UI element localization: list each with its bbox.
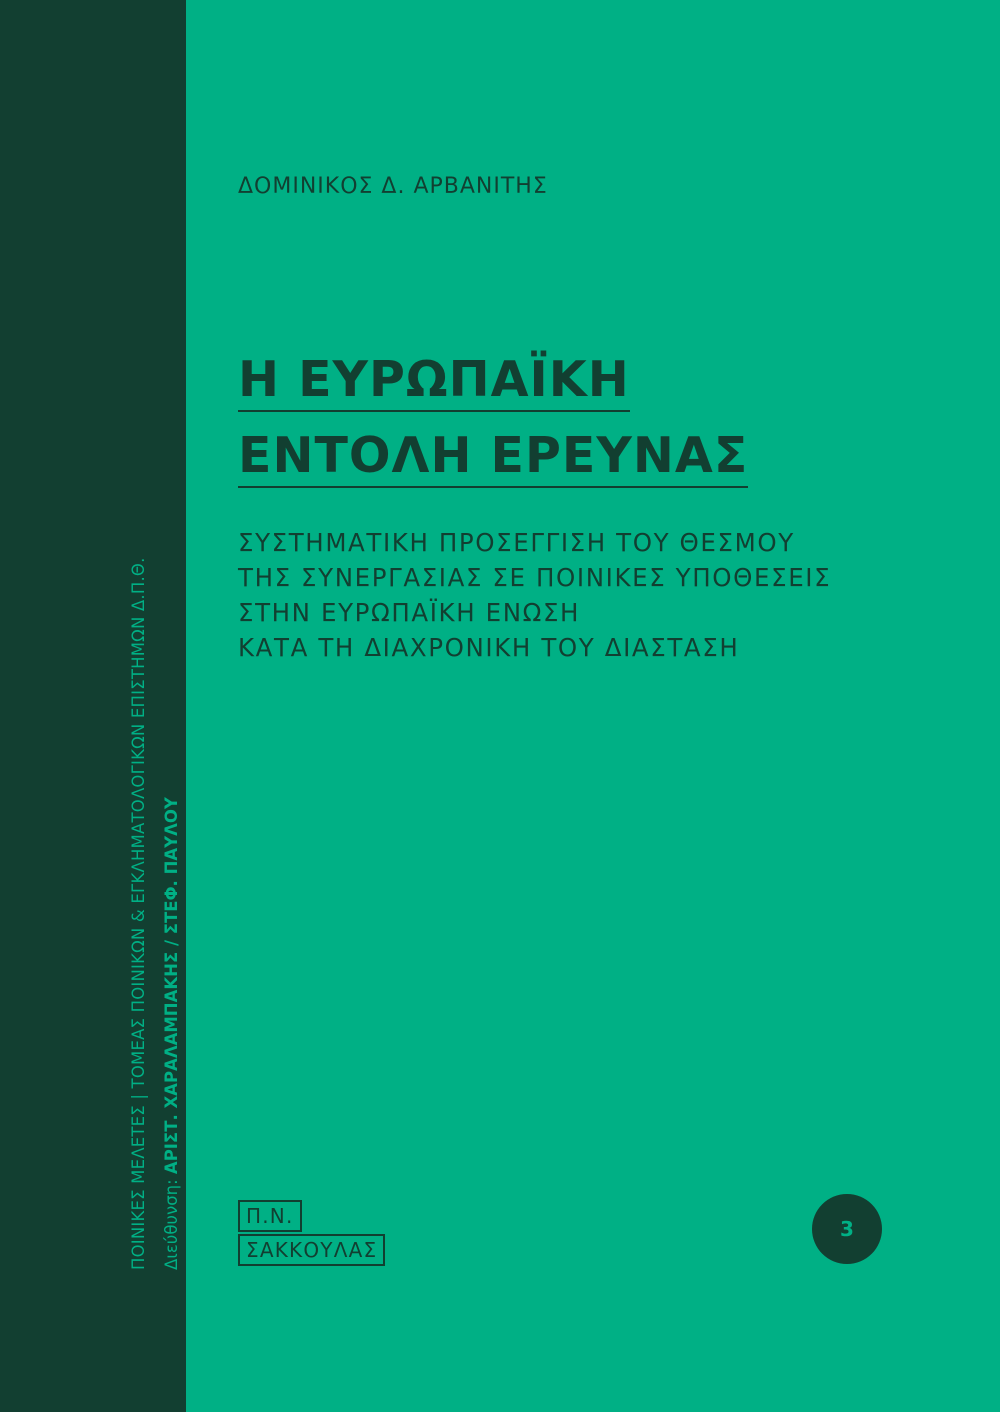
subtitle-line-1: ΣΥΣΤΗΜΑΤΙΚΗ ΠΡΟΣΕΓΓΙΣΗ ΤΟΥ ΘΕΣΜΟΥ — [238, 528, 795, 557]
spine-text — [128, 557, 183, 1270]
subtitle-line-3: ΣΤΗΝ ΕΥΡΩΠΑΪΚΗ ΕΝΩΣΗ — [238, 598, 581, 627]
publisher-initials: Π.Ν. — [238, 1200, 302, 1232]
volume-number-badge — [812, 1194, 882, 1264]
title-line-2: ΕΝΤΟΛΗ ΕΡΕΥΝΑΣ — [238, 426, 748, 488]
editors-line — [161, 557, 183, 1270]
editors-names: ΑΡΙΣΤ. ΧΑΡΑΛΑΜΠΑΚΗΣ / ΣΤΕΦ. ΠΑΥΛΟΥ — [162, 797, 181, 1175]
subtitle-line-4: ΚΑΤΑ ΤΗ ΔΙΑΧΡΟΝΙΚΗ ΤΟΥ ΔΙΑΣΤΑΣΗ — [238, 633, 740, 662]
subtitle-line-2: ΤΗΣ ΣΥΝΕΡΓΑΣΙΑΣ ΣΕ ΠΟΙΝΙΚΕΣ ΥΠΟΘΕΣΕΙΣ — [238, 563, 832, 592]
book-subtitle — [238, 525, 831, 665]
author-name: ΔΟΜΙΝΙΚΟΣ Δ. ΑΡΒΑΝΙΤΗΣ — [238, 174, 548, 199]
publisher-name: ΣΑΚΚΟΥΛΑΣ — [238, 1234, 385, 1266]
book-title — [238, 350, 748, 502]
cover-spine-band — [0, 0, 186, 1412]
editors-label: Διεύθυνση: — [162, 1179, 181, 1270]
series-line: ΠΟΙΝΙΚΕΣ ΜΕΛΕΤΕΣ | ΤΟΜΕΑΣ ΠΟΙΝΙΚΩΝ & ΕΓΚΛΗΜΑΤΟΛΟΓΙΚΩΝ ΕΠΙΣΤΗΜΩΝ Δ.Π.Θ. — [129, 557, 148, 1270]
title-line-1: Η ΕΥΡΩΠΑΪΚΗ — [238, 350, 630, 412]
volume-number: 3 — [840, 1217, 854, 1241]
